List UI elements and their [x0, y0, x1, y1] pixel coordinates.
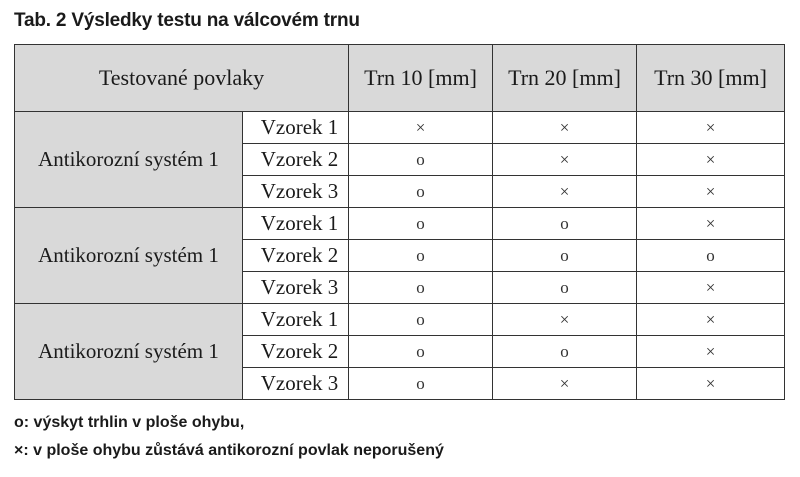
result-cell: o [637, 240, 785, 272]
result-cell: × [637, 176, 785, 208]
legend-crack: o: výskyt trhlin v ploše ohybu, [14, 414, 245, 431]
result-cell: o [493, 240, 637, 272]
result-cell: o [349, 304, 493, 336]
result-cell: o [349, 240, 493, 272]
header-tested-coatings: Testované povlaky [15, 45, 349, 112]
sample-label: Vzorek 3 [243, 176, 349, 208]
table-row [15, 112, 785, 144]
sample-label: Vzorek 2 [243, 240, 349, 272]
sample-label: Vzorek 1 [243, 304, 349, 336]
header-col-3: Trn 30 [mm] [637, 45, 785, 112]
result-cell: o [349, 176, 493, 208]
result-cell: × [493, 368, 637, 400]
sample-label: Vzorek 1 [243, 112, 349, 144]
result-cell: o [493, 208, 637, 240]
legend-intact: ×: v ploše ohybu zůstává antikorozní povlak neporušený [14, 442, 444, 459]
result-cell: o [349, 144, 493, 176]
result-cell: o [349, 368, 493, 400]
result-cell: × [637, 208, 785, 240]
header-row [15, 45, 785, 112]
sample-label: Vzorek 2 [243, 336, 349, 368]
sample-label: Vzorek 3 [243, 368, 349, 400]
result-cell: o [349, 272, 493, 304]
system-name: Antikorozní systém 1 [15, 208, 243, 304]
result-cell: o [493, 336, 637, 368]
result-cell: × [493, 144, 637, 176]
sample-label: Vzorek 1 [243, 208, 349, 240]
table-caption: Tab. 2 Výsledky testu na válcovém trnu [14, 10, 360, 31]
header-col-2: Trn 20 [mm] [493, 45, 637, 112]
result-cell: × [493, 176, 637, 208]
result-cell: × [637, 336, 785, 368]
results-table [14, 44, 785, 400]
result-cell: × [637, 112, 785, 144]
result-cell: × [637, 304, 785, 336]
result-cell: × [349, 112, 493, 144]
result-cell: o [493, 272, 637, 304]
result-cell: o [349, 336, 493, 368]
table-row [15, 304, 785, 336]
result-cell: o [349, 208, 493, 240]
sample-label: Vzorek 3 [243, 272, 349, 304]
system-name: Antikorozní systém 1 [15, 112, 243, 208]
table-row [15, 208, 785, 240]
system-name: Antikorozní systém 1 [15, 304, 243, 400]
result-cell: × [493, 112, 637, 144]
result-cell: × [493, 304, 637, 336]
result-cell: × [637, 144, 785, 176]
result-cell: × [637, 368, 785, 400]
sample-label: Vzorek 2 [243, 144, 349, 176]
result-cell: × [637, 272, 785, 304]
header-col-1: Trn 10 [mm] [349, 45, 493, 112]
